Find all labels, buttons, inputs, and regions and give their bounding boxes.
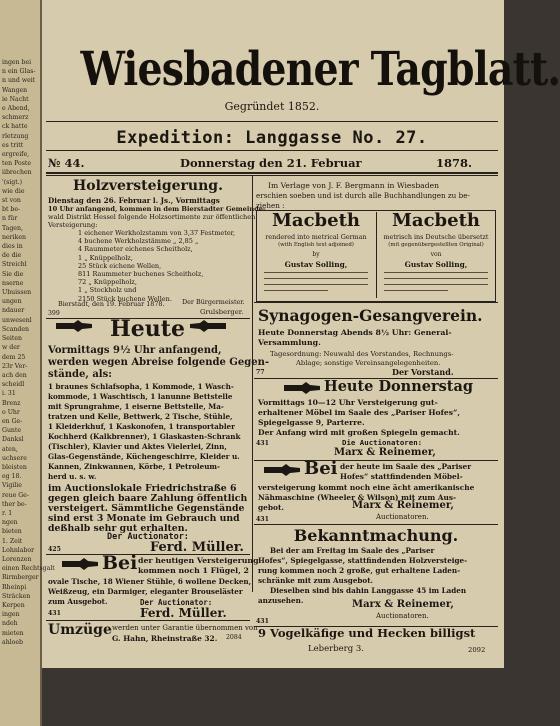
holz-sign-title: Der Bürgermeister. bbox=[182, 298, 245, 306]
gutter-text-line: bt be- bbox=[2, 206, 21, 214]
bei-line: der heutigen Versteigerung bbox=[138, 556, 259, 565]
gutter-text-line: bieten bbox=[2, 528, 22, 536]
gutter-text-line: de die bbox=[2, 252, 22, 260]
gutter-text-line: Gunte bbox=[2, 427, 22, 435]
holz-item: 1 „ Knüppelholz, bbox=[78, 253, 133, 262]
gutter-text-line: n für bbox=[2, 215, 18, 223]
pointing-hand-icon bbox=[284, 382, 320, 394]
rule bbox=[254, 460, 498, 461]
heute-item-line: Glas-Gegenstände, Küchengeschirre, Kleider u. bbox=[48, 452, 240, 461]
bekannt-line: rung kommen noch 2 große, gut erhaltene Laden- bbox=[258, 566, 461, 575]
gutter-text-line: ach den bbox=[2, 371, 27, 379]
fine-print-line bbox=[384, 290, 448, 291]
gutter-text-line: ergreife, bbox=[2, 151, 30, 159]
gutter-text-line: Seiten bbox=[2, 335, 23, 343]
gutter-text-line: Tagen, bbox=[2, 224, 23, 232]
holz-item: 811 Raummeter buchenes Scheitholz, bbox=[78, 270, 204, 278]
gutter-text-line: nserne bbox=[2, 279, 24, 287]
gutter-text-line: n und weit bbox=[2, 77, 36, 85]
gutter-text-line: scheidl bbox=[2, 381, 25, 389]
gutter-text-line: unwesenl bbox=[2, 316, 32, 324]
umzuge-line: werden unter Garantie übernommen von bbox=[112, 624, 258, 632]
pointing-hand-icon bbox=[56, 320, 92, 332]
bei-line: Weißzeug, ein Darmiger, eleganter Brouseläster bbox=[48, 587, 243, 596]
heute-terms-line: sind erst 3 Monate im Gebrauch und bbox=[48, 513, 240, 524]
rule bbox=[46, 175, 498, 176]
holz-sign-place: Bierstadt, den 19. Februar 1878. bbox=[58, 300, 165, 308]
founded-line: Gegründet 1852. bbox=[224, 100, 320, 113]
auctionator-sub: Auctionatoren. bbox=[376, 513, 429, 521]
gutter-text-line: Ubuissen bbox=[2, 289, 32, 297]
gutter-text-line: aten, bbox=[2, 445, 18, 453]
donnerstag-title: Heute Donnerstag bbox=[324, 378, 474, 395]
macbeth-german-by: von bbox=[430, 251, 442, 258]
gutter-text-line: einen Rechtsgalt bbox=[2, 565, 55, 573]
vogel-line: 9 Vogelkäfige und Hecken billigst bbox=[258, 626, 476, 640]
gutter-text-line: Wangen bbox=[2, 86, 28, 94]
gutter-text-line: Sie die bbox=[2, 270, 24, 278]
gutter-text-line: ten Poste bbox=[2, 160, 32, 168]
fine-print-line bbox=[264, 272, 368, 273]
bekannt-line: anzusehen. bbox=[258, 596, 304, 605]
heute-item-line: 1 Kleiderkhuf, 1 Kaskonofen, 1 transportabler bbox=[48, 422, 235, 431]
gutter-text-line: e Abend, bbox=[2, 105, 30, 113]
book-line: erschien soeben und ist durch alle Buchhandlungen zu be- bbox=[256, 191, 470, 200]
bei2-line: versteigerung kommt noch eine ächt amerikanische bbox=[258, 483, 475, 492]
holz-line: Dienstag den 26. Februar l. Js., Vormittags bbox=[48, 196, 220, 205]
holz-item: 4 Raummeter eichenes Scheitholz, bbox=[78, 245, 193, 254]
heute-item-line: 1 braunes Schlafsopha, 1 Kommode, 1 Wasch- bbox=[48, 382, 234, 391]
rule bbox=[254, 302, 498, 303]
auctionator-name: Ferd. Müller. bbox=[150, 540, 244, 555]
bei2-line: Hofes“ stattfindenden Möbel- bbox=[340, 472, 463, 481]
rule bbox=[46, 620, 250, 621]
heute-item-line: Kannen, Zinkwannen, Körbe, 1 Petroleum- bbox=[48, 462, 221, 471]
gutter-text-line: st von bbox=[2, 197, 21, 205]
gutter-text-line: neriken bbox=[2, 233, 26, 241]
holz-item: 1 eichener Werkholzstamm von 3,37 Festmeter, bbox=[78, 229, 236, 237]
bei2-word: Bei bbox=[304, 458, 338, 479]
fine-print-line bbox=[264, 278, 368, 279]
auctionator-name: Ferd. Müller. bbox=[140, 606, 227, 620]
holz-line: Versteigerung: bbox=[48, 221, 98, 229]
holz-line: wald Distrikt Hessel folgende Holzsortimente zur öffentlichen bbox=[48, 213, 256, 221]
gutter-text-line: Streichl bbox=[2, 261, 27, 269]
auctionator-label: Die Auctionatoren: bbox=[342, 438, 423, 447]
verein-line: Versammlung. bbox=[258, 338, 321, 347]
ref-number: 425 bbox=[48, 546, 61, 553]
gutter-text-line: ingen bbox=[2, 611, 20, 619]
gutter-text-line: eg 18. bbox=[2, 473, 22, 481]
holz-title: Holzversteigerung. bbox=[73, 178, 223, 194]
holz-item: 72 „ Knüppelholz, bbox=[78, 278, 137, 287]
heute-title: Heute bbox=[110, 316, 185, 342]
gutter-text-line: Sträcken bbox=[2, 592, 31, 600]
gutter-text-line: '(sigt.) bbox=[2, 178, 23, 186]
auctionator-sub: Auctionatoren. bbox=[376, 612, 429, 620]
gutter-text-line: w der bbox=[2, 344, 20, 352]
heute-item-line: tratzen und Kelle, Bettwerk, 2 Tische, Stühle, bbox=[48, 412, 233, 421]
gutter-text-line: Lorenzen bbox=[2, 555, 32, 563]
verein-line: Ablage; sonstige Vereinsangelegenheiten. bbox=[296, 359, 441, 367]
heute-line: werden wegen Abreise folgende Gegen- bbox=[48, 357, 269, 368]
ref-number: 431 bbox=[48, 610, 61, 617]
gutter-text-line: dies in bbox=[2, 243, 23, 251]
umzuge-line: G. Hahn, Rheinstraße 32. bbox=[112, 634, 218, 643]
gutter-text-line: ungen bbox=[2, 298, 22, 306]
heute-line: stände, als: bbox=[48, 369, 112, 380]
book-frame-divider bbox=[376, 212, 377, 298]
donnerstag-line: Vormittags 10—12 Uhr Versteigerung gut- bbox=[258, 398, 438, 407]
heute-terms-line: gegen gleich baare Zahlung öffentlich bbox=[48, 493, 248, 504]
gutter-text-line: en Ge- bbox=[2, 417, 23, 425]
masthead-title: Wiesbadener Tagblatt. bbox=[80, 42, 560, 97]
heute-terms-line: deßhalb sehr gut erhalten. bbox=[48, 523, 188, 534]
macbeth-english-sub: rendered into metrical German bbox=[265, 233, 367, 241]
holz-item: 4 buchene Werkholzstämme „ 2,85 „ bbox=[78, 237, 199, 246]
bei2-line: gebot. bbox=[258, 503, 284, 512]
verein-line: Heute Donnerstag Abends 8½ Uhr: General- bbox=[258, 328, 452, 337]
fine-print-line bbox=[264, 284, 368, 285]
gutter-text-line: o Uhr bbox=[2, 408, 20, 416]
gutter-text-line: schmerz bbox=[2, 114, 29, 122]
heute-line: Vormittags 9½ Uhr anfangend, bbox=[48, 345, 222, 356]
gutter-text-line: i. 31 bbox=[2, 390, 16, 398]
gutter-text-line: ingen bei bbox=[2, 59, 32, 66]
issue-date: Donnerstag den 21. Februar bbox=[180, 156, 362, 170]
gutter-text-line: rletzung bbox=[2, 132, 29, 140]
gutter-text-line: 1. Zeit bbox=[2, 537, 23, 545]
rule bbox=[46, 121, 498, 122]
heute-item-line: kommode, 1 Waschtisch, 1 lanunne Bettstelle bbox=[48, 392, 233, 401]
gutter-text-line: dem 25 bbox=[2, 353, 26, 361]
gutter-text-line: ngen bbox=[2, 519, 18, 527]
gutter-text-line: 23r Ver- bbox=[2, 362, 28, 370]
rule bbox=[46, 172, 498, 174]
gutter-text-line: Lohnlabor bbox=[2, 546, 35, 554]
macbeth-english-by: by bbox=[312, 251, 320, 258]
bei-line: kommen noch 1 Flügel, 2 bbox=[138, 566, 249, 575]
auctionator-name: Marx & Reinemer, bbox=[352, 500, 454, 511]
gutter-text-line: iibrechen bbox=[2, 169, 32, 177]
gutter-text-line: wie die bbox=[2, 187, 25, 195]
holz-sign-name: Grulsberger. bbox=[200, 308, 244, 316]
macbeth-german-sub: metrisch ins Deutsche übersetzt bbox=[383, 233, 489, 241]
issue-year: 1878. bbox=[436, 156, 473, 170]
verein-title: Synagogen-Gesangverein. bbox=[258, 306, 483, 325]
macbeth-english-sub: (with English text adjoined) bbox=[278, 242, 354, 248]
expedition-address: Expedition: Langgasse No. 27. bbox=[116, 128, 428, 148]
auctionator-label: Der Auctionator: bbox=[140, 598, 213, 607]
holz-line: 10 Uhr anfangend, kommen in dem Bierstadter Gemeinde- bbox=[48, 205, 266, 213]
bei-word: Bei bbox=[102, 552, 138, 574]
macbeth-german-author: Gustav Solling, bbox=[404, 260, 468, 269]
heute-item-line: (Tischler), Klavier und Aktes Vielerlei, Zinn, bbox=[48, 442, 227, 451]
rule bbox=[254, 524, 498, 525]
ref-number: 431 bbox=[256, 440, 269, 447]
pointing-hand-icon bbox=[190, 320, 226, 332]
gutter-text-line: n ein Glas- bbox=[2, 68, 36, 76]
bei-line: ovale Tische, 18 Wiener Stühle, 6 wollene Decken, bbox=[48, 577, 252, 586]
verein-line: Tagesordnung: Neuwahl des Vorstandes, Rechnungs- bbox=[270, 350, 454, 358]
gutter-text-line: Vigilie bbox=[2, 482, 22, 490]
bekannt-title: Bekanntmachung. bbox=[293, 526, 459, 545]
fine-print-line bbox=[384, 284, 488, 285]
gutter-text-line: ther be- bbox=[2, 500, 27, 508]
donnerstag-line: Spiegelgasse 9, Parterre. bbox=[258, 418, 365, 427]
bekannt-line: Hofes“, Spiegelgasse, stattfindenden Holzversteige- bbox=[258, 556, 468, 565]
ref-number: 77 bbox=[256, 369, 265, 376]
gutter-text-line: ndeh bbox=[2, 620, 18, 628]
bei2-line: Nähmaschine (Wheeler & Wilson) mit zum Aus- bbox=[258, 493, 457, 502]
book-line: ziehen : bbox=[256, 201, 285, 210]
gutter-text-line: ahloeb bbox=[2, 638, 24, 646]
ref-number: 431 bbox=[256, 516, 269, 523]
ref-number: 431 bbox=[256, 618, 269, 625]
macbeth-german-sub: (mit gegenübergestellten Original) bbox=[388, 242, 484, 248]
gutter-text-line: ie Nacht bbox=[2, 95, 29, 103]
bei-line: zum Ausgebot. bbox=[48, 597, 108, 606]
ref-number: 2092 bbox=[468, 646, 486, 654]
ref-number: 2084 bbox=[226, 634, 242, 641]
heute-item-line: mit Sprungrahme, 1 eiserne Bettstelle, Ma- bbox=[48, 402, 224, 411]
gutter-text-line: uchsere bbox=[2, 454, 27, 462]
macbeth-german: Macbeth bbox=[392, 210, 480, 231]
heute-terms-line: versteigert. Sämmtliche Gegenstände bbox=[48, 503, 245, 514]
ref-number: 399 bbox=[48, 310, 60, 317]
bei2-line: der heute im Saale des „Pariser bbox=[340, 462, 472, 471]
gutter-text-line: Scanden bbox=[2, 325, 29, 333]
bekannt-line: Bei der am Freitag im Saale des „Pariser bbox=[270, 546, 435, 555]
bekannt-line: schränke mit zum Ausgebot. bbox=[258, 576, 374, 585]
rule bbox=[46, 150, 498, 151]
auctionator-name: Marx & Reinemer, bbox=[334, 447, 436, 458]
fine-print-line bbox=[384, 278, 488, 279]
gutter-text-line: reue Ge- bbox=[2, 491, 29, 499]
gutter-text-line: bleisten bbox=[2, 463, 27, 471]
bekannt-line: Dieselben sind bis dahin Langgasse 45 im Laden bbox=[270, 586, 467, 595]
heute-item-line: Kochherd (Kalkbrenner), 1 Glaskasten-Schrank bbox=[48, 432, 241, 441]
umzuge-word: Umzüge bbox=[48, 622, 112, 638]
gutter-text-line: r. 1 bbox=[2, 509, 13, 517]
holz-item: 1 „ Stockholz und bbox=[78, 286, 137, 295]
issue-number: № 44. bbox=[48, 156, 85, 170]
gutter-text-line: es tritt bbox=[2, 141, 24, 149]
auctionator-label: Der Auctionator: bbox=[107, 532, 189, 542]
holz-item: 25 Stück eichene Wellen, bbox=[78, 261, 162, 270]
macbeth-english-author: Gustav Solling, bbox=[284, 260, 348, 269]
verein-sign: Der Vorstand. bbox=[392, 367, 454, 377]
gutter-text-line: Kerpen bbox=[2, 601, 25, 609]
vogel-address: Leberberg 3. bbox=[308, 644, 364, 654]
column-divider bbox=[252, 176, 253, 592]
rule bbox=[46, 554, 250, 555]
donnerstag-line: Der Anfang wird mit großen Spiegeln gemacht. bbox=[258, 428, 460, 437]
gutter-text-line: Brenz bbox=[2, 399, 21, 407]
gutter-text-line: Danksl bbox=[2, 436, 24, 444]
gutter-text-line: ck hatte bbox=[2, 123, 28, 131]
gutter-text-line: Rheinpi bbox=[2, 583, 27, 591]
book-line: Im Verlage von J. F. Bergmann in Wiesbaden bbox=[268, 181, 439, 190]
pointing-hand-icon bbox=[264, 464, 300, 476]
fine-print-line bbox=[264, 290, 328, 291]
macbeth-english: Macbeth bbox=[272, 210, 360, 231]
auctionator-name: Marx & Reinemer, bbox=[352, 599, 454, 610]
heute-item-line: herd u. s. w. bbox=[48, 472, 97, 481]
donnerstag-line: erhaltener Möbel im Saale des „Pariser Hofes“, bbox=[258, 408, 460, 417]
holz-item: 2150 Stück buchene Wellen. bbox=[78, 294, 172, 303]
heute-terms-line: im Auctionslokale Friedrichstraße 6 bbox=[48, 483, 237, 494]
fine-print-line bbox=[384, 272, 488, 273]
gutter-text-line: mieten bbox=[2, 629, 24, 637]
gutter-text-line: ndauer bbox=[2, 307, 25, 315]
gutter-text-line: Rirmberger bbox=[2, 574, 39, 582]
pointing-hand-icon bbox=[62, 558, 98, 570]
